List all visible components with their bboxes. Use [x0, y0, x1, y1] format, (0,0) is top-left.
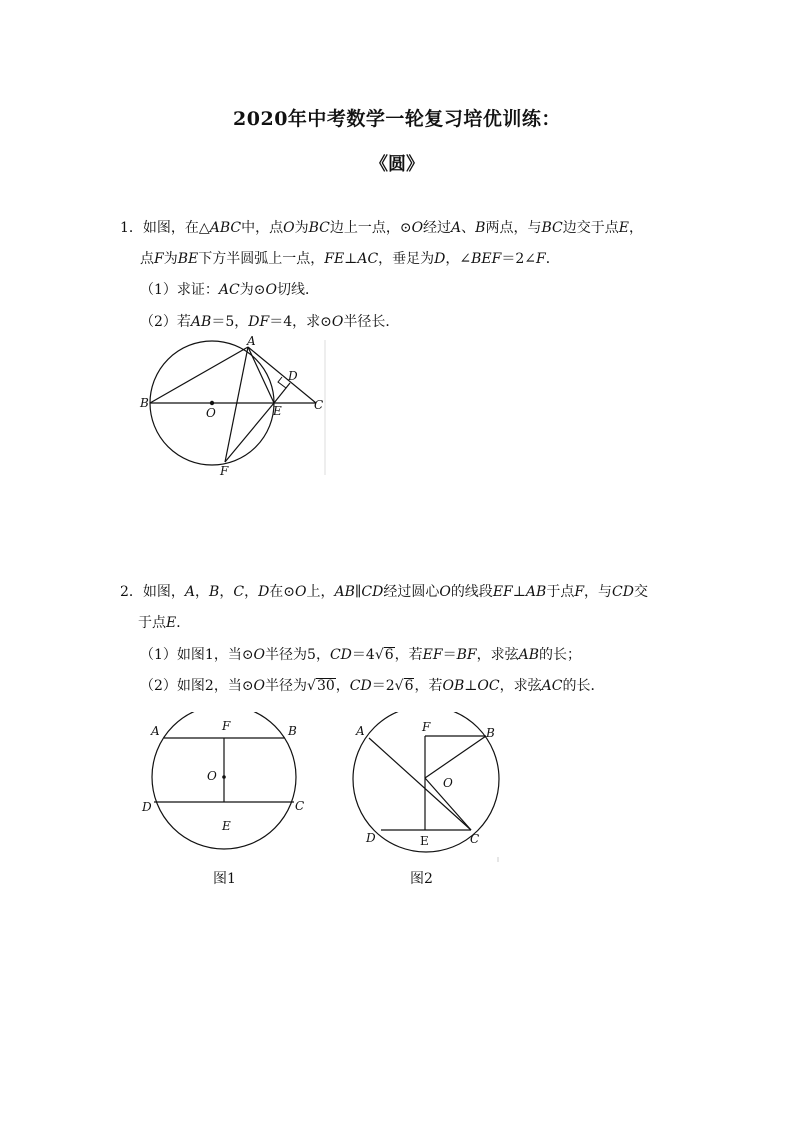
q1-var: BC — [308, 220, 330, 236]
q1-text: 边交于点 — [562, 220, 619, 236]
q1-label-e: E — [273, 404, 282, 418]
q2-text: ＝4 — [351, 647, 375, 663]
q1-var: E — [618, 220, 629, 236]
q2-var: CD — [329, 647, 352, 663]
q2f2-label-d: D — [366, 831, 376, 845]
q1-segment-ed — [274, 383, 290, 403]
q1-part-2 — [140, 312, 399, 332]
q1-var: DF — [248, 314, 270, 330]
q2-figure-1-caption: 图1 — [213, 871, 236, 887]
q2-text: ，求弦 — [476, 647, 519, 663]
q2f1-label-f: F — [222, 719, 231, 733]
q2-text: 的长； — [539, 647, 582, 663]
q2-text: 于点 — [138, 615, 166, 631]
q1-label-b: B — [140, 396, 149, 410]
q2-text: 经过圆心 — [383, 584, 440, 600]
q1-var: BC — [541, 220, 563, 236]
q2f2-chord-ac — [369, 738, 471, 830]
q2-sqrt-radicand: 6 — [404, 678, 414, 694]
q1-text: 切线． — [276, 282, 319, 298]
q1-text: 、 — [461, 220, 476, 236]
q2-var: AB — [334, 584, 355, 600]
q2-figure-2 — [348, 712, 528, 862]
q1-part-1 — [140, 280, 319, 300]
q2-var: EF — [492, 584, 513, 600]
q2-text: ，与 — [584, 584, 613, 600]
q1-text: 如图，在△ — [142, 220, 210, 236]
q1-var: O — [331, 314, 344, 330]
q2-var: D — [258, 584, 270, 600]
page-subtitle: 《圆》 — [370, 154, 424, 175]
q2-line-2 — [138, 613, 190, 633]
q1-line-1 — [120, 218, 643, 238]
q2-text: 半径为5， — [265, 647, 330, 663]
q1-center-dot — [210, 401, 214, 405]
q2f1-label-c: C — [295, 799, 305, 813]
q1-text: 边上一点，⊙ — [329, 220, 412, 236]
q1-var: ABC — [209, 220, 242, 236]
q2-figure-1 — [140, 712, 320, 862]
q2-var: OC — [477, 678, 500, 694]
q1-var: O — [283, 220, 295, 236]
q2-var: F — [574, 584, 585, 600]
q1-text: 下方半圆弧上一点， — [198, 251, 325, 267]
q2-text: ⊥ — [464, 678, 478, 694]
q2-sqrt-radicand: 30 — [316, 678, 335, 694]
q2f2-label-c: C — [470, 832, 480, 846]
q1-text: ＝4，求⊙ — [269, 314, 332, 330]
q1-number: 1． — [120, 220, 143, 236]
q1-label-c: C — [314, 398, 324, 412]
q2f2-label-o: O — [443, 776, 453, 790]
q1-text: 中，点 — [241, 220, 284, 236]
q1-text: 为⊙ — [239, 282, 266, 298]
q2-var: O — [295, 584, 307, 600]
q2-text: ， — [195, 584, 210, 600]
q1-text: 半径长． — [343, 314, 400, 330]
q1-var: AC — [357, 251, 379, 267]
q2f2-label-f: F — [422, 720, 431, 734]
q1-var: A — [451, 220, 462, 236]
q1-var: BEF — [471, 251, 502, 267]
page-title: 2020年中考数学一轮复习培优训练： — [233, 108, 561, 130]
q2-var: OB — [442, 678, 465, 694]
q1-text: 经过 — [423, 220, 452, 236]
q1-text: 点 — [140, 251, 154, 267]
q2-text: 半径为 — [265, 678, 308, 694]
q2-text: ， — [335, 678, 350, 694]
q2-text: （2）如图2，当⊙ — [140, 678, 254, 694]
q1-var: D — [434, 251, 446, 267]
q1-var: AC — [218, 282, 240, 298]
q1-var: F — [154, 251, 164, 267]
q2-var: EF — [422, 647, 443, 663]
q2-var: C — [233, 584, 245, 600]
q2-text: 的长． — [562, 678, 605, 694]
q1-text: （2）若 — [140, 314, 191, 330]
q1-label-o: O — [206, 406, 216, 420]
q1-text: ， — [628, 220, 643, 236]
q2f1-label-e: E — [222, 819, 231, 833]
q2-text: 于点 — [546, 584, 575, 600]
q2f2-segment-ob — [425, 736, 486, 778]
q1-right-angle-mark — [278, 377, 286, 388]
q2-var: CD — [349, 678, 372, 694]
q1-text: ＝5， — [211, 314, 249, 330]
q2f1-label-b: B — [288, 724, 297, 738]
q2-number: 2． — [120, 584, 143, 600]
q2-text: ， — [219, 584, 234, 600]
q1-line-2 — [140, 249, 560, 269]
sqrt-symbol: √ — [374, 647, 384, 663]
q2f2-label-a: A — [356, 724, 365, 738]
q1-text: ，垂足为 — [378, 251, 435, 267]
sqrt-symbol: √ — [307, 678, 316, 694]
q1-var: BE — [177, 251, 199, 267]
sqrt-symbol: √ — [394, 678, 404, 694]
q1-text: ． — [545, 251, 560, 267]
q2-var: O — [253, 678, 266, 694]
q2-var: AC — [541, 678, 563, 694]
q2-var: O — [253, 647, 266, 663]
q2-text: ， — [244, 584, 259, 600]
q1-figure — [130, 335, 330, 480]
q1-var: FE — [324, 251, 345, 267]
q2-var: O — [439, 584, 451, 600]
q1-segment-ae — [248, 347, 274, 403]
q2-text: 交 — [633, 584, 648, 600]
q2-text: 在⊙ — [269, 584, 296, 600]
q1-text: 两点，与 — [485, 220, 542, 236]
q2-line-1 — [120, 582, 648, 602]
q2-var: E — [166, 615, 177, 631]
q2f2-label-e: E — [420, 834, 429, 848]
q2f1-label-a: A — [151, 724, 160, 738]
q1-text: ⊥ — [344, 251, 358, 267]
q2-var: CD — [612, 584, 634, 600]
q2-text: ，若 — [414, 678, 443, 694]
q2-var: CD — [361, 584, 384, 600]
q2-var: A — [184, 584, 196, 600]
q2-part-2 — [140, 676, 604, 696]
q2f1-label-d: D — [142, 800, 152, 814]
q1-segment-ba — [150, 347, 248, 403]
q2f1-label-o: O — [207, 769, 217, 783]
q1-segment-af — [225, 347, 248, 462]
q1-label-a: A — [247, 335, 256, 348]
q1-var: B — [475, 220, 486, 236]
q2-part-1 — [140, 645, 581, 665]
q1-var: O — [411, 220, 424, 236]
q1-segment-ac — [248, 347, 316, 403]
q1-var: AB — [190, 314, 212, 330]
q1-var: O — [265, 282, 277, 298]
q2f1-center-dot — [222, 775, 226, 779]
q2-var: AB — [518, 647, 540, 663]
q1-text: 为 — [163, 251, 178, 267]
q2-text: 上， — [306, 584, 335, 600]
q2-text: （1）如图1，当⊙ — [140, 647, 254, 663]
q2-text: ⊥ — [512, 584, 526, 600]
q2-text: ∥ — [354, 584, 362, 600]
q2-text: ＝2 — [371, 678, 395, 694]
q2-figure-2-caption: 图2 — [410, 871, 433, 887]
q1-label-d: D — [288, 369, 298, 383]
q2-text: ＝ — [442, 647, 457, 663]
q2-text: ． — [176, 615, 191, 631]
q1-label-f: F — [220, 464, 229, 478]
q2f2-label-b: B — [486, 726, 495, 740]
q2-text: ，若 — [394, 647, 423, 663]
q1-text: ＝2∠ — [501, 251, 537, 267]
q2-text: ，求弦 — [499, 678, 542, 694]
q2-text: 如图， — [142, 584, 185, 600]
q2-var: AB — [525, 584, 547, 600]
q2-var: B — [209, 584, 220, 600]
q1-text: 为 — [294, 220, 309, 236]
q1-text: （1）求证： — [140, 282, 219, 298]
q1-var: F — [536, 251, 546, 267]
q2-var: BF — [456, 647, 477, 663]
q2-text: 的线段 — [450, 584, 493, 600]
q1-text: ，∠ — [445, 251, 472, 267]
q2-sqrt-radicand: 6 — [384, 647, 394, 663]
